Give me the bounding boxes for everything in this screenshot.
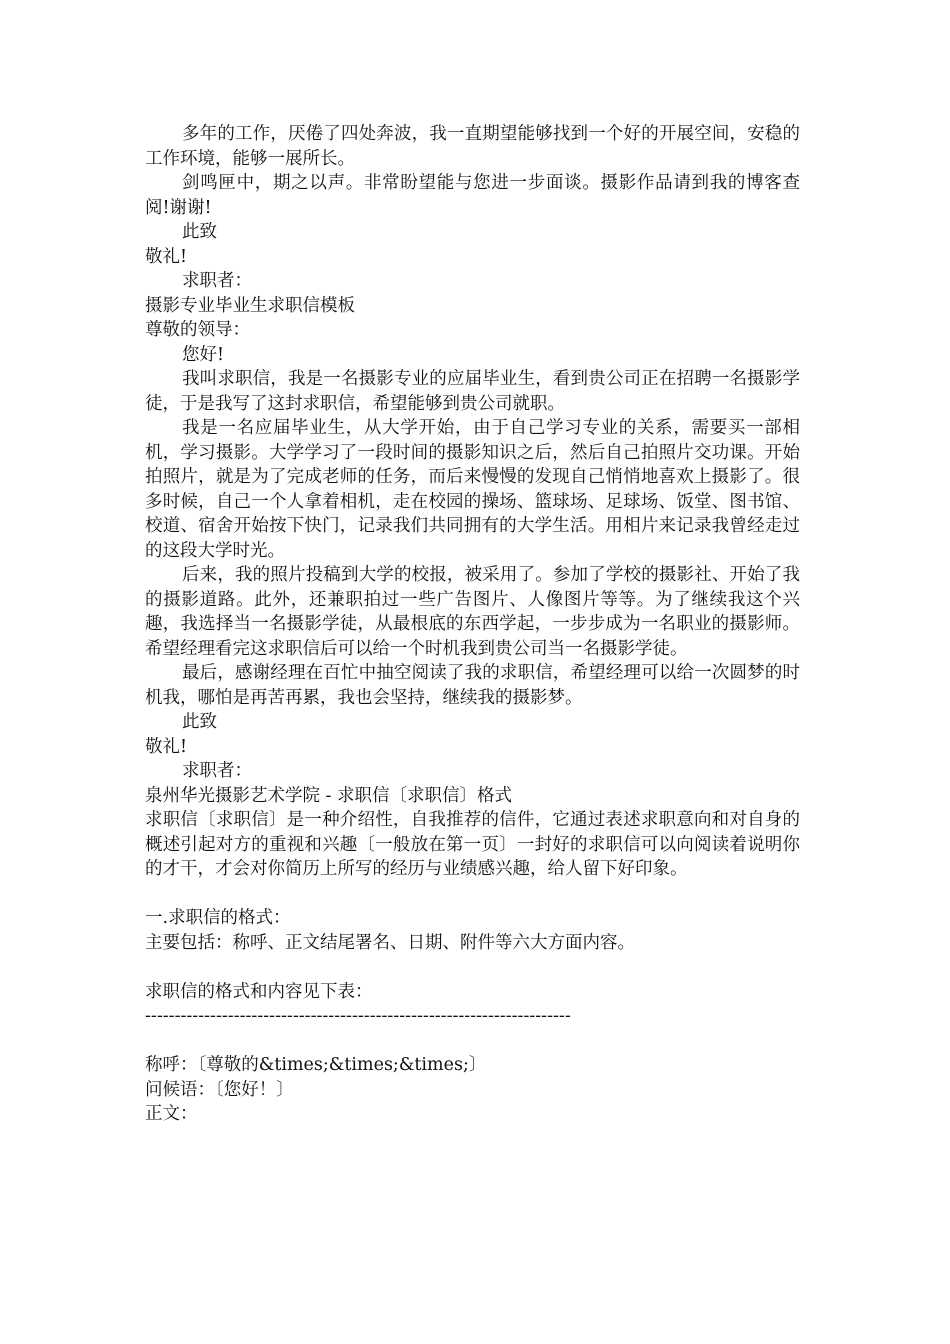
heading-format-table: 求职信的格式和内容见下表： <box>145 981 373 1002</box>
paragraph-university-photography: 我是一名应届毕业生，从大学开始，由于自己学习专业的关系，需要买一部相机，学习摄影。大学学习了一段时间的摄影知识之后，然后自己拍照片交功课。开始拍照片，就是为了完成老师的任务，而后来慢慢的发现自己悄悄地喜欢上摄影了。很多时候，自己一个人拿着相机，走在校园的操场、篮球场、足球场、饭堂、图书馆、校道、宿舍开始按下快门，记录我们共同拥有的大学生活。用相片来记录我曾经走过的这段大学时光。 <box>145 418 800 561</box>
blank-line <box>145 1029 800 1054</box>
closing-cizhi: 此致 <box>182 222 217 242</box>
section-title-template: 摄影专业毕业生求职信模板 <box>145 295 355 316</box>
salutation: 尊敬的领导： <box>145 320 250 340</box>
dashed-rule: ------------------------------------------------------------------------ <box>145 1006 571 1026</box>
blank-line <box>145 955 800 980</box>
paragraph-work-experience: 多年的工作，厌倦了四处奔波，我一直期望能够找到一个好的开展空间，安稳的工作环境，能够一展所长。 <box>145 124 800 169</box>
closing-jingli-2: 敬礼! <box>145 736 188 757</box>
paragraph-thanks: 最后，感谢经理在百忙中抽空阅读了我的求职信，希望经理可以给一次圆梦的时机我，哪怕是再苦再累，我也会坚持，继续我的摄影梦。 <box>145 663 800 708</box>
paragraph-interview-request: 剑鸣匣中，期之以声。非常盼望能与您进一步面谈。摄影作品请到我的博客查阅!谢谢! <box>145 173 800 218</box>
closing-cizhi-2: 此致 <box>182 712 217 732</box>
closing-jingli: 敬礼! <box>145 246 188 267</box>
item-greeting: 问候语：〔您好！〕 <box>145 1079 294 1100</box>
paragraph-later-experience: 后来，我的照片投稿到大学的校报，被采用了。参加了学校的摄影社、开始了我的摄影道路。此外，还兼职拍过一些广告图片、人像图片等等。为了继续我这个兴趣，我选择当一名摄影学徒，从最根底的东西学起，一步步成为一名职业的摄影师。希望经理看完这求职信后可以给一个时机我到贵公司当一名摄影学徒。 <box>145 565 800 659</box>
paragraph-introduction: 我叫求职信，我是一名摄影专业的应届毕业生，看到贵公司正在招聘一名摄影学徒，于是我写了这封求职信，希望能够到贵公司就职。 <box>145 369 800 414</box>
section-title-format: 泉州华光摄影艺术学院 - 求职信〔求职信〕格式 <box>145 785 513 806</box>
paragraph-format-definition: 求职信〔求职信〕是一种介绍性，自我推荐的信件，它通过表述求职意向和对自身的概述引起对方的重视和兴趣〔一般放在第一页〕一封好的求职信可以向阅读着说明你的才干，才会对你简历上所写的经历与业绩感兴趣，给人留下好印象。 <box>145 810 800 879</box>
paragraph-format-contents: 主要包括：称呼、正文结尾署名、日期、附件等六大方面内容。 <box>145 932 635 953</box>
blank-line <box>145 882 800 907</box>
greeting: 您好! <box>182 344 225 365</box>
signature-applicant: 求职者： <box>182 271 252 291</box>
item-salutation: 称呼：〔尊敬的&times;&times;&times;〕 <box>145 1055 487 1075</box>
signature-applicant-2: 求职者： <box>182 761 252 781</box>
heading-format: 一.求职信的格式： <box>145 908 291 928</box>
item-body: 正文： <box>145 1104 198 1124</box>
document-page <box>145 122 800 1127</box>
